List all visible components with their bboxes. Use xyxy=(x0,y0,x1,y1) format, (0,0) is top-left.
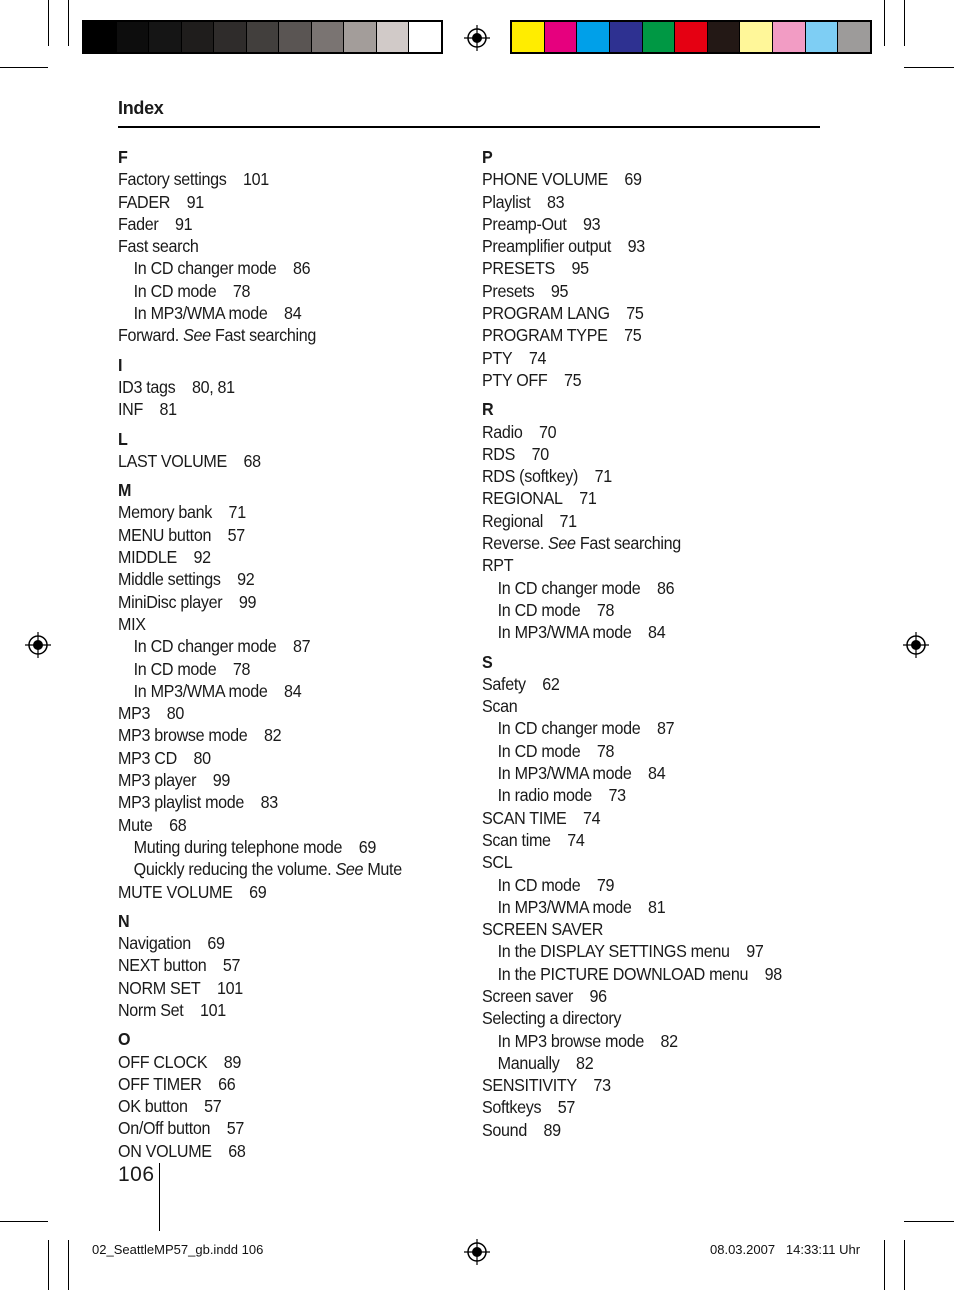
color-swatch xyxy=(740,22,773,52)
index-term: Middle settings xyxy=(118,569,221,590)
index-page-numbers: 69 xyxy=(207,933,225,954)
color-swatch xyxy=(545,22,578,52)
index-entry xyxy=(118,235,402,257)
index-term: INF xyxy=(118,399,143,420)
index-term: Memory bank xyxy=(118,502,212,523)
index-page-numbers: 83 xyxy=(546,191,565,212)
index-entry xyxy=(118,501,402,523)
color-swatch xyxy=(773,22,806,52)
index-page-numbers: 75 xyxy=(626,303,644,324)
index-page-numbers: 97 xyxy=(746,941,764,962)
index-page-numbers: 84 xyxy=(648,622,666,643)
index-page-numbers: 82 xyxy=(660,1030,678,1051)
crop-mark xyxy=(48,0,49,46)
index-page-numbers: 75 xyxy=(624,325,642,346)
index-page-numbers: 70 xyxy=(539,421,557,442)
index-section-letter: O xyxy=(118,1029,131,1050)
index-entry xyxy=(482,280,782,302)
index-section-letter: M xyxy=(118,480,132,501)
index-page-numbers: 74 xyxy=(583,807,601,828)
index-term: MIDDLE xyxy=(118,547,177,568)
index-term: MP3 playlist mode xyxy=(118,792,245,813)
index-entry xyxy=(118,1117,402,1139)
index-subentry xyxy=(482,621,782,643)
registration-mark-icon xyxy=(464,25,490,51)
index-entry xyxy=(118,213,402,235)
index-term: Factory settings xyxy=(118,169,227,190)
color-swatch xyxy=(643,22,676,52)
registration-mark-icon xyxy=(903,632,929,658)
color-swatch xyxy=(149,22,182,52)
index-term: Muting during telephone mode xyxy=(133,836,343,857)
crop-mark xyxy=(904,0,905,46)
index-entry xyxy=(118,1051,402,1073)
index-entry xyxy=(482,985,782,1007)
crop-mark xyxy=(904,67,954,68)
index-term: ON VOLUME xyxy=(118,1140,212,1161)
index-page-numbers: 78 xyxy=(596,740,615,761)
index-page-numbers: 92 xyxy=(237,569,255,590)
index-term: Radio xyxy=(482,421,523,442)
index-page-numbers: 79 xyxy=(596,874,615,895)
index-entry xyxy=(482,807,782,829)
color-swatch xyxy=(409,22,441,52)
index-page-numbers: 73 xyxy=(608,785,626,806)
color-swatch xyxy=(279,22,312,52)
index-entry xyxy=(118,591,402,613)
index-subentry xyxy=(482,740,782,762)
index-term: PROGRAM LANG xyxy=(482,303,610,324)
index-page-numbers: 84 xyxy=(284,680,302,701)
index-term: In radio mode xyxy=(497,785,592,806)
index-term: RPT xyxy=(482,555,514,576)
index-page-numbers: 80 xyxy=(166,703,184,724)
index-term: SENSITIVITY xyxy=(482,1075,577,1096)
index-entry xyxy=(482,302,782,324)
index-term: In CD mode xyxy=(497,599,581,620)
index-term: Manually xyxy=(497,1052,560,1073)
see-reference-target: Fast searching xyxy=(579,533,681,554)
index-page-numbers: 57 xyxy=(222,955,241,976)
index-subentry xyxy=(482,762,782,784)
index-entry xyxy=(118,524,402,546)
color-swatch xyxy=(806,22,839,52)
color-swatch xyxy=(838,22,870,52)
index-page-numbers: 78 xyxy=(232,658,251,679)
index-page-numbers: 69 xyxy=(624,169,642,190)
index-term: On/Off button xyxy=(118,1118,211,1139)
color-swatch xyxy=(577,22,610,52)
color-swatch xyxy=(214,22,247,52)
index-subentry xyxy=(118,302,402,324)
index-term: LAST VOLUME xyxy=(118,450,227,471)
color-swatch xyxy=(312,22,345,52)
color-swatch xyxy=(117,22,150,52)
index-section-letter: I xyxy=(118,354,123,375)
index-page-numbers: 81 xyxy=(648,896,666,917)
index-page-numbers: 84 xyxy=(284,303,302,324)
index-entry xyxy=(118,791,402,813)
index-entry xyxy=(482,465,782,487)
index-term: Navigation xyxy=(118,933,191,954)
index-page-numbers: 89 xyxy=(543,1119,561,1140)
index-page-numbers: 68 xyxy=(228,1140,246,1161)
crop-mark xyxy=(904,1240,905,1290)
index-section-letter: N xyxy=(118,910,130,931)
page-title: Index xyxy=(118,98,164,118)
crop-mark xyxy=(68,1240,69,1290)
index-subentry xyxy=(482,896,782,918)
index-entry xyxy=(118,999,402,1021)
index-entry xyxy=(118,376,402,398)
index-entry xyxy=(118,191,402,213)
index-term: In CD changer mode xyxy=(497,577,641,598)
color-swatch xyxy=(675,22,708,52)
index-entry xyxy=(118,724,402,746)
index-term: In MP3/WMA mode xyxy=(497,622,632,643)
index-subentry xyxy=(118,836,402,858)
index-term: PTY OFF xyxy=(482,369,548,390)
index-term: MIX xyxy=(118,613,146,634)
see-reference-label: See xyxy=(335,859,364,880)
index-subentry xyxy=(482,599,782,621)
index-page-numbers: 99 xyxy=(212,770,231,791)
color-swatch xyxy=(247,22,280,52)
index-page-numbers: 83 xyxy=(260,792,278,813)
index-term: RDS (softkey) xyxy=(482,466,579,487)
index-subentry xyxy=(118,257,402,279)
index-entry xyxy=(118,977,402,999)
color-swatch xyxy=(377,22,410,52)
index-subentry xyxy=(482,717,782,739)
index-term: NEXT button xyxy=(118,955,207,976)
index-entry xyxy=(118,814,402,836)
index-page-numbers: 91 xyxy=(186,191,204,212)
index-page-numbers: 86 xyxy=(292,258,311,279)
index-term: Reverse. xyxy=(482,533,544,554)
index-term: SCAN TIME xyxy=(482,807,567,828)
index-term: Fader xyxy=(118,213,159,234)
index-term: In MP3 browse mode xyxy=(497,1030,644,1051)
see-reference-target: Fast searching xyxy=(214,325,317,346)
index-page-numbers: 69 xyxy=(358,836,376,857)
index-entry xyxy=(482,213,782,235)
index-entry xyxy=(482,324,782,346)
color-swatch xyxy=(512,22,545,52)
index-entry xyxy=(482,1096,782,1118)
index-term: Softkeys xyxy=(482,1097,542,1118)
index-page-numbers: 68 xyxy=(243,450,261,471)
index-term: In the DISPLAY SETTINGS menu xyxy=(497,941,730,962)
index-entry xyxy=(482,510,782,532)
index-entry xyxy=(118,1140,402,1162)
index-term: PTY xyxy=(482,347,513,368)
index-entry xyxy=(482,235,782,257)
index-page-numbers: 92 xyxy=(193,547,211,568)
color-swatch xyxy=(610,22,643,52)
index-entry xyxy=(482,554,782,576)
index-term: FADER xyxy=(118,191,171,212)
index-page-numbers: 57 xyxy=(204,1096,222,1117)
index-subentry xyxy=(118,658,402,680)
index-page-numbers: 62 xyxy=(542,673,560,694)
crop-mark xyxy=(0,1221,48,1222)
index-term: Selecting a directory xyxy=(482,1008,622,1029)
index-entry xyxy=(118,450,402,472)
index-term: MP3 xyxy=(118,703,151,724)
index-subentry xyxy=(482,940,782,962)
index-entry xyxy=(482,829,782,851)
index-page-numbers: 101 xyxy=(216,977,243,998)
index-page-numbers: 78 xyxy=(596,599,615,620)
index-entry xyxy=(482,532,782,554)
index-term: In CD changer mode xyxy=(133,636,277,657)
index-entry xyxy=(118,168,402,190)
index-term: In CD mode xyxy=(133,280,217,301)
crop-mark xyxy=(48,1240,49,1290)
index-entry xyxy=(118,954,402,976)
index-page-numbers: 96 xyxy=(589,985,607,1006)
index-term: In MP3/WMA mode xyxy=(133,680,268,701)
index-page-numbers: 73 xyxy=(593,1075,611,1096)
index-page-numbers: 87 xyxy=(292,636,311,657)
index-term: SCL xyxy=(482,852,513,873)
index-term: OFF TIMER xyxy=(118,1073,202,1094)
index-term: MiniDisc player xyxy=(118,591,223,612)
index-term: In CD mode xyxy=(497,740,581,761)
index-entry xyxy=(482,257,782,279)
index-page-numbers: 69 xyxy=(249,881,267,902)
page-number: 106 xyxy=(118,1163,155,1186)
index-term: Forward. xyxy=(118,325,179,346)
index-term: In MP3/WMA mode xyxy=(497,896,632,917)
index-term: MP3 player xyxy=(118,770,197,791)
index-page-numbers: 93 xyxy=(627,236,645,257)
print-slug-timestamp: 08.03.2007 14:33:11 Uhr xyxy=(710,1242,861,1257)
index-term: PROGRAM TYPE xyxy=(482,325,608,346)
index-term: Safety xyxy=(482,673,526,694)
index-entry xyxy=(482,695,782,717)
index-entry xyxy=(118,747,402,769)
color-swatch xyxy=(708,22,741,52)
index-term: In CD mode xyxy=(497,874,581,895)
index-column-right xyxy=(482,146,782,1141)
see-reference-target: Mute xyxy=(367,859,402,880)
index-entry xyxy=(482,851,782,873)
page-number-rule xyxy=(159,1163,160,1231)
index-entry xyxy=(482,191,782,213)
index-term: Presets xyxy=(482,280,535,301)
index-page-numbers: 101 xyxy=(243,169,269,190)
index-term: Norm Set xyxy=(118,999,184,1020)
index-page-numbers: 80, 81 xyxy=(191,376,235,397)
index-entry xyxy=(482,421,782,443)
index-term: In the PICTURE DOWNLOAD menu xyxy=(497,963,749,984)
index-entry xyxy=(482,673,782,695)
index-entry xyxy=(118,702,402,724)
index-entry xyxy=(482,918,782,940)
color-swatch xyxy=(344,22,377,52)
index-page-numbers: 81 xyxy=(159,399,177,420)
index-term: PHONE VOLUME xyxy=(482,169,608,190)
grayscale-color-bar xyxy=(82,20,443,54)
index-page-numbers: 71 xyxy=(579,488,597,509)
index-page-numbers: 101 xyxy=(199,999,226,1020)
index-entry xyxy=(482,168,782,190)
index-page-numbers: 71 xyxy=(559,510,577,531)
index-term: NORM SET xyxy=(118,977,201,998)
index-page-numbers: 93 xyxy=(583,213,601,234)
index-page-numbers: 74 xyxy=(567,829,585,850)
index-subentry xyxy=(482,784,782,806)
index-entry xyxy=(482,1007,782,1029)
index-term: Preamp-Out xyxy=(482,213,567,234)
header-rule xyxy=(118,126,820,128)
crop-mark xyxy=(884,0,885,46)
index-entry xyxy=(482,347,782,369)
index-entry xyxy=(482,1074,782,1096)
index-entry xyxy=(118,881,402,903)
index-subentry xyxy=(482,1052,782,1074)
index-page-numbers: 74 xyxy=(528,347,547,368)
index-page-numbers: 71 xyxy=(228,502,246,523)
index-entry xyxy=(118,1073,402,1095)
index-page-numbers: 99 xyxy=(238,591,257,612)
index-subentry xyxy=(482,874,782,896)
index-term: RDS xyxy=(482,443,516,464)
see-reference-label: See xyxy=(548,533,576,554)
registration-mark-icon xyxy=(464,1239,490,1265)
index-term: MP3 CD xyxy=(118,747,177,768)
registration-mark-icon xyxy=(25,632,51,658)
index-term: ID3 tags xyxy=(118,376,176,397)
index-page-numbers: 89 xyxy=(223,1051,242,1072)
index-page-numbers: 57 xyxy=(557,1097,575,1118)
index-entry xyxy=(118,1095,402,1117)
crop-mark xyxy=(0,67,48,68)
index-section-letter: L xyxy=(118,428,128,449)
index-term: In MP3/WMA mode xyxy=(497,763,632,784)
index-page-numbers: 98 xyxy=(764,963,782,984)
index-term: MENU button xyxy=(118,524,212,545)
index-term: In CD mode xyxy=(133,658,217,679)
index-entry xyxy=(118,324,402,346)
crop-mark xyxy=(68,0,69,46)
index-term: SCREEN SAVER xyxy=(482,919,604,940)
crop-mark xyxy=(884,1240,885,1290)
index-subentry xyxy=(482,963,782,985)
index-term: Scan time xyxy=(482,829,551,850)
index-page-numbers: 70 xyxy=(531,443,549,464)
index-term: MUTE VOLUME xyxy=(118,881,233,902)
color-swatch xyxy=(182,22,215,52)
index-term: Quickly reducing the volume. xyxy=(133,859,332,880)
crop-mark xyxy=(904,1221,954,1222)
index-term: In CD changer mode xyxy=(133,258,277,279)
index-section-letter: R xyxy=(482,399,494,420)
index-subentry xyxy=(118,680,402,702)
index-subentry xyxy=(118,280,402,302)
index-term: Regional xyxy=(482,510,543,531)
index-term: Sound xyxy=(482,1119,527,1140)
index-page-numbers: 82 xyxy=(576,1052,594,1073)
index-page-numbers: 57 xyxy=(227,524,245,545)
index-entry xyxy=(118,769,402,791)
index-entry xyxy=(118,398,402,420)
index-entry xyxy=(118,613,402,635)
index-entry xyxy=(482,1119,782,1141)
index-page-numbers: 78 xyxy=(232,280,251,301)
index-term: OFF CLOCK xyxy=(118,1051,208,1072)
index-page-numbers: 57 xyxy=(226,1118,245,1139)
index-term: MP3 browse mode xyxy=(118,725,248,746)
index-term: Screen saver xyxy=(482,985,573,1006)
index-page-numbers: 91 xyxy=(175,213,193,234)
index-subentry xyxy=(118,635,402,657)
index-page-numbers: 86 xyxy=(656,577,675,598)
index-page-numbers: 95 xyxy=(550,280,569,301)
color-swatch xyxy=(84,22,117,52)
index-page-numbers: 82 xyxy=(263,725,282,746)
index-page-numbers: 75 xyxy=(563,369,582,390)
index-entry xyxy=(118,932,402,954)
index-entry xyxy=(482,487,782,509)
see-reference-label: See xyxy=(183,325,211,346)
index-entry xyxy=(118,568,402,590)
index-page-numbers: 87 xyxy=(656,718,675,739)
index-term: OK button xyxy=(118,1096,188,1117)
index-subentry xyxy=(482,577,782,599)
index-page-numbers: 71 xyxy=(594,466,612,487)
index-page-numbers: 68 xyxy=(169,814,187,835)
index-page-numbers: 80 xyxy=(193,747,211,768)
index-subentry xyxy=(482,1030,782,1052)
index-term: REGIONAL xyxy=(482,488,563,509)
index-page-numbers: 95 xyxy=(571,258,589,279)
index-entry xyxy=(482,443,782,465)
index-term: Mute xyxy=(118,814,153,835)
index-term: Playlist xyxy=(482,191,531,212)
index-entry xyxy=(118,546,402,568)
index-section-letter: F xyxy=(118,147,128,167)
index-term: In MP3/WMA mode xyxy=(133,303,268,324)
index-term: Preamplifier output xyxy=(482,236,612,257)
index-column-left xyxy=(118,146,402,1162)
index-entry xyxy=(482,369,782,391)
index-page-numbers: 84 xyxy=(648,763,666,784)
process-color-bar xyxy=(510,20,872,54)
index-page-numbers: 66 xyxy=(218,1073,236,1094)
index-section-letter: S xyxy=(482,651,493,672)
index-subentry xyxy=(118,858,402,880)
index-term: PRESETS xyxy=(482,258,555,279)
index-term: Fast search xyxy=(118,236,199,257)
index-term: Scan xyxy=(482,696,518,717)
print-slug-filename: 02_SeattleMP57_gb.indd 106 xyxy=(92,1242,264,1257)
index-term: In CD changer mode xyxy=(497,718,641,739)
index-section-letter: P xyxy=(482,147,493,167)
